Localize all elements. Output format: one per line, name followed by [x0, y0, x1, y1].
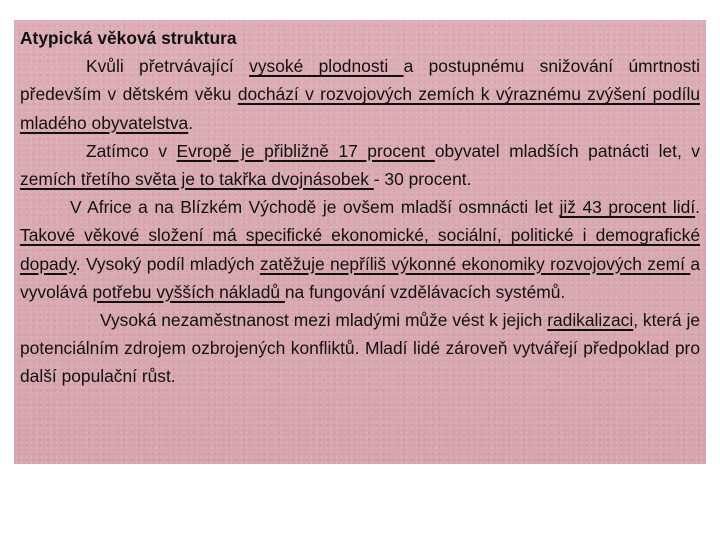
- underlined-text: radikalizaci: [547, 310, 634, 331]
- underlined-text: Evropě je přibližně 17 procent: [176, 140, 435, 161]
- paragraph-3: [20, 193, 700, 306]
- text-run: V Africe a na Blízkém Východě je ovšem mladší osmnácti let: [70, 197, 560, 218]
- underlined-text: Takové věkové složení má specifické ekonomické, sociální, politické i demografické dopady: [20, 225, 700, 274]
- text-run: Vysoká nezaměstnanost mezi mladými může vést k jejich: [100, 310, 548, 331]
- text-run: . Vysoký podíl mladých: [75, 253, 260, 274]
- text-run: , která je potenciálním zdrojem ozbrojených konfliktů. Mladí lidé zároveň vytvářejí předpoklad pro další populační růst.: [20, 310, 700, 387]
- slide-panel: [14, 20, 706, 464]
- text-run: a postupnému snižování úmrtnosti především v dětském věku: [20, 56, 701, 105]
- text-run: .: [695, 197, 701, 218]
- text-run: - 30 procent.: [373, 169, 472, 190]
- paragraph-2: [20, 137, 700, 193]
- slide-title: Atypická věková struktura: [20, 28, 237, 48]
- underlined-text: zemích třetího světa je to takřka dvojnásobek: [20, 169, 374, 190]
- text-run: Zatímco v: [86, 140, 177, 161]
- text-run: obyvatel mladších patnácti let, v: [434, 140, 700, 161]
- text-run: Kvůli přetrvávající: [86, 56, 250, 77]
- underlined-text: již 43 procent lidí: [559, 197, 696, 218]
- underlined-text: dochází v rozvojových zemích k výraznému zvýšení podílu mladého obyvatelstva: [20, 84, 700, 133]
- text-run: a vyvolává: [20, 253, 700, 302]
- underlined-text: zatěžuje nepříliš výkonné ekonomiky rozvojových zemí: [259, 253, 691, 274]
- text-run: na fungování vzdělávacích systémů.: [284, 281, 566, 302]
- text-content: [20, 24, 700, 391]
- underlined-text: potřebu vyšších nákladů: [92, 281, 285, 302]
- underlined-text: vysoké plodnosti: [249, 56, 404, 77]
- paragraph-1: [20, 52, 700, 137]
- paragraph-4: [20, 306, 700, 391]
- text-run: .: [188, 112, 194, 133]
